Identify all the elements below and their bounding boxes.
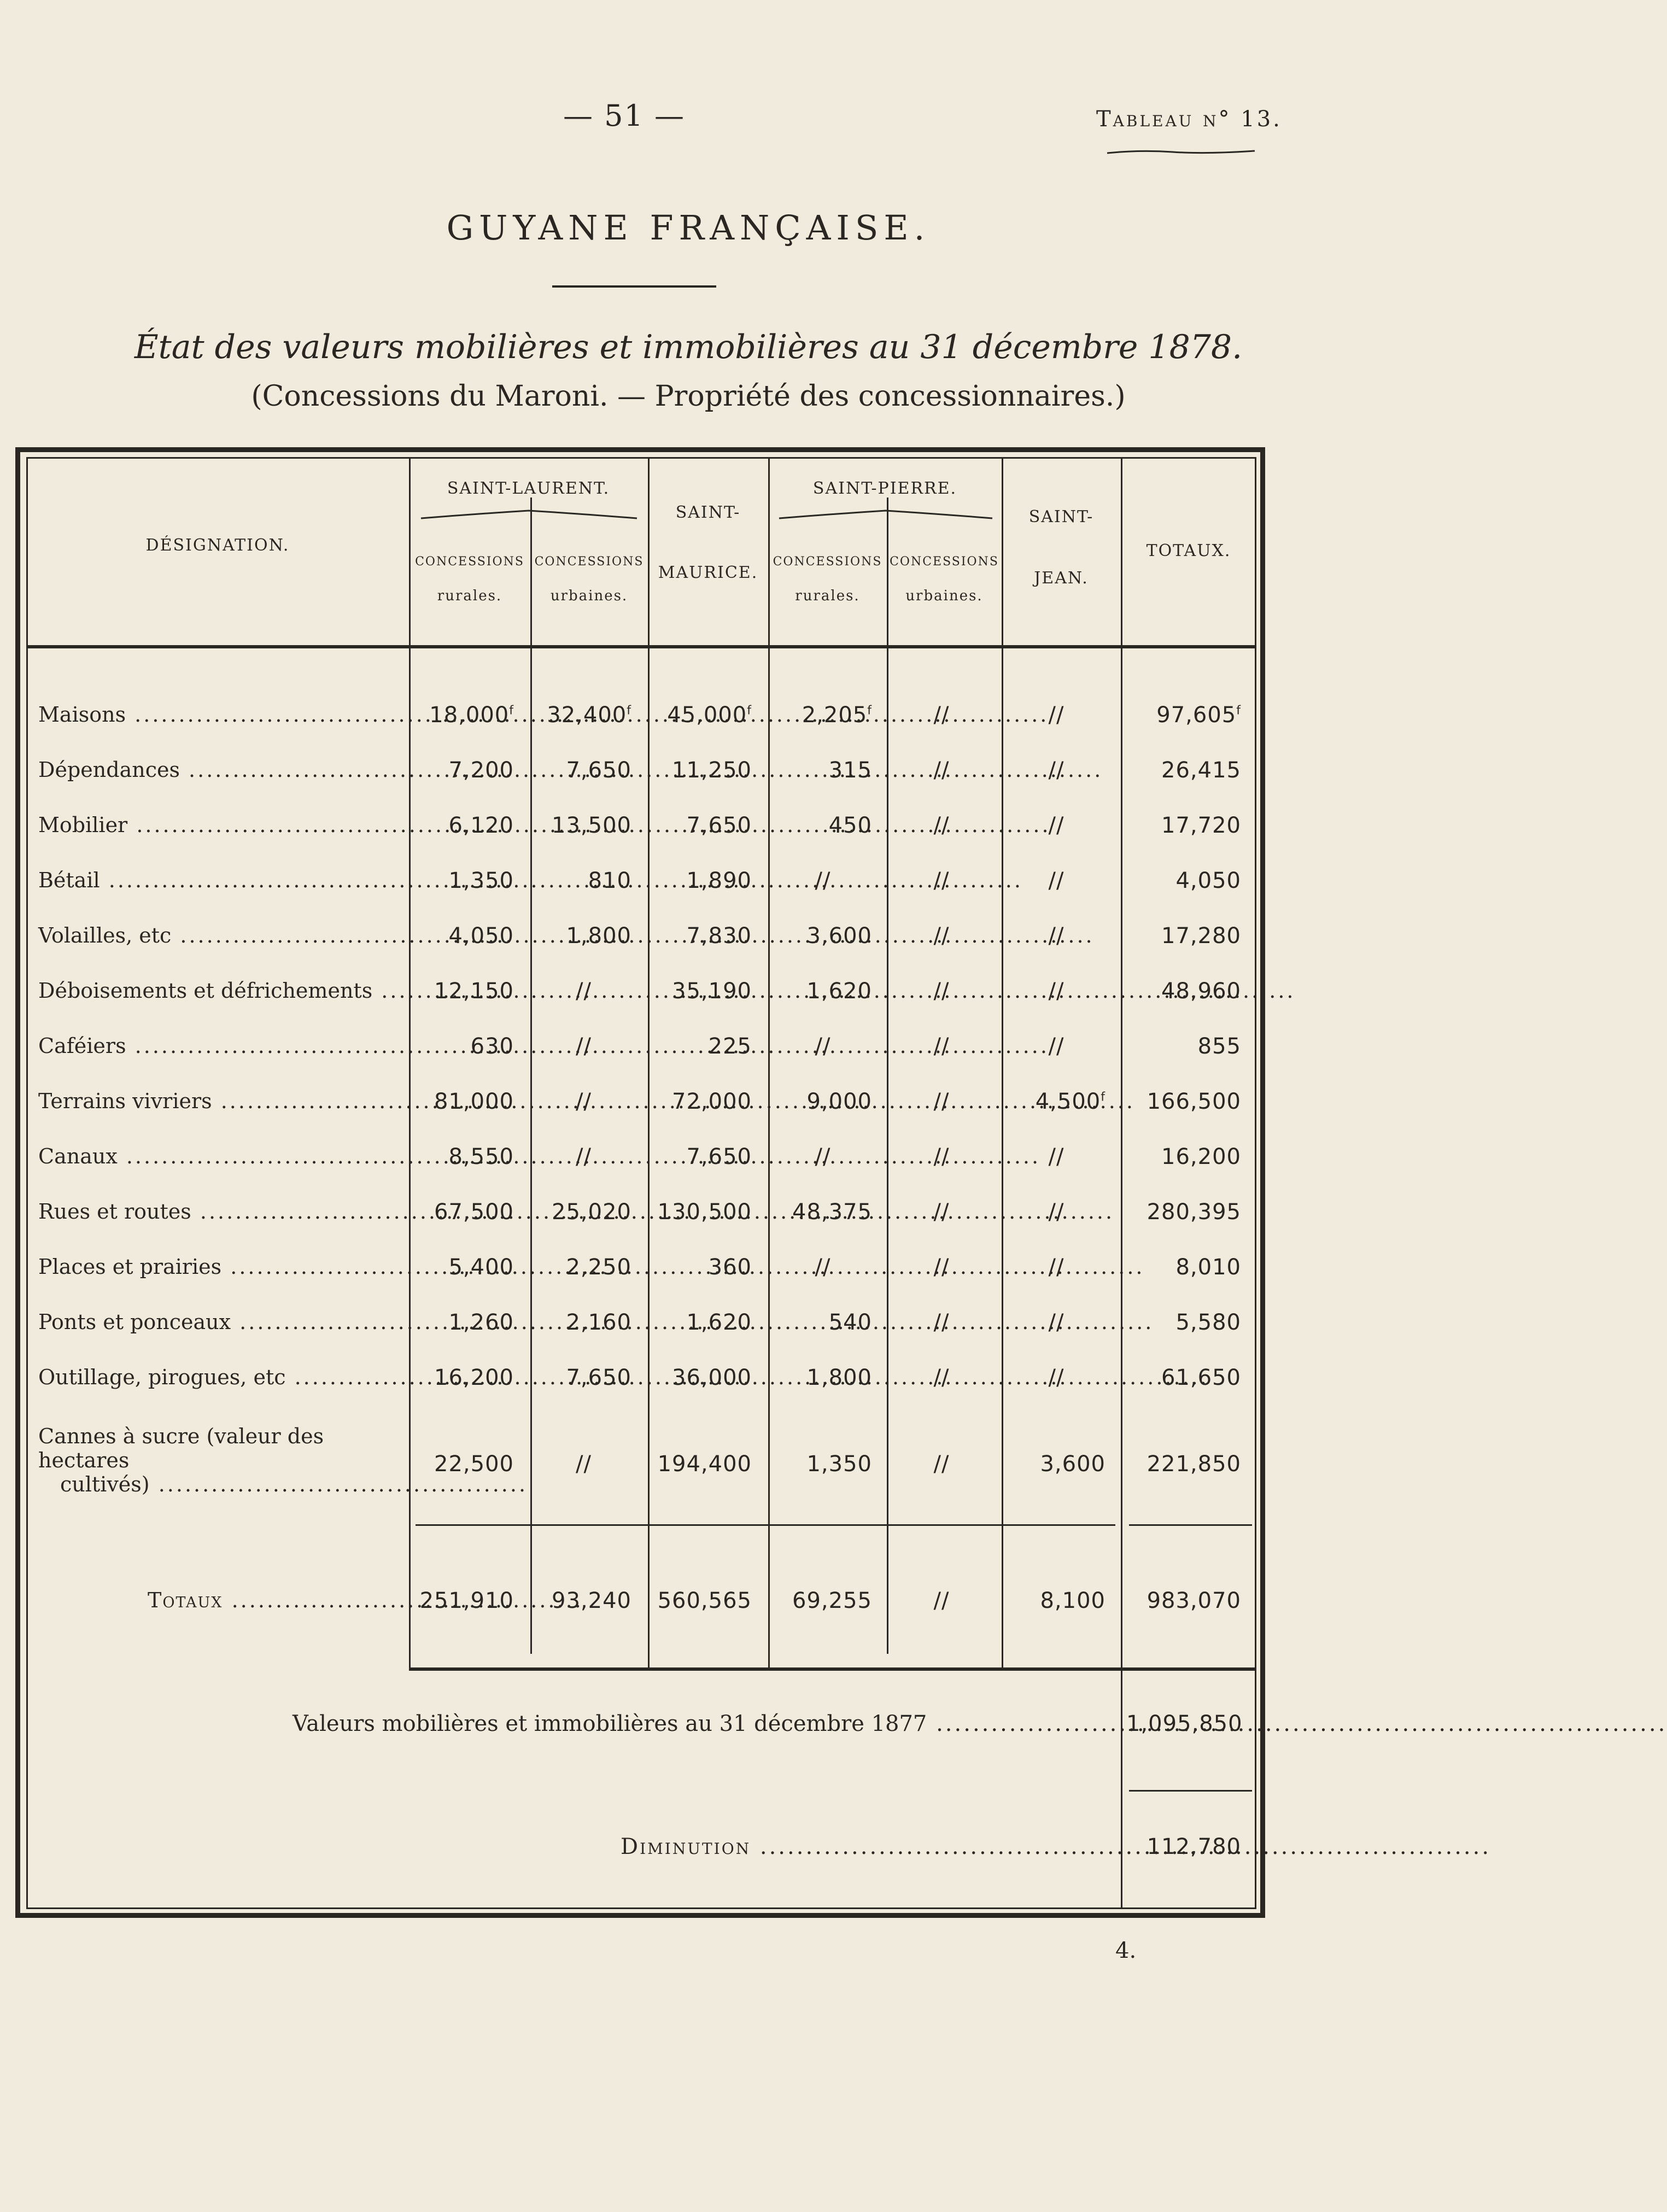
cell-sp-urbaines: // [933, 813, 950, 838]
cell-total: 17,720 [1161, 813, 1241, 838]
cell-sm: 130,500 [657, 1199, 752, 1225]
header-designation: DÉSIGNATION. [145, 536, 290, 555]
row-label: Caféiers ..... [38, 1034, 405, 1058]
cell-cannes-sl-rurales: 22,500 [434, 1452, 514, 1477]
header-saint-jean-2: JEAN. [1034, 569, 1089, 588]
cell-sp-rurales: 315 [828, 758, 872, 783]
cell-sl-rurales: 18,000$^f$ [429, 703, 514, 728]
cell-sj: 4,500$^f$ [1035, 1089, 1106, 1114]
cell-sp-rurales: 1,620 [806, 979, 872, 1004]
diminution-label [621, 1834, 1107, 1859]
cell-total: 166,500 [1147, 1089, 1241, 1114]
cell-sl-urbaines: // [576, 979, 592, 1004]
header-sl-urbaines: urbaines. [550, 588, 628, 604]
subtitle: État des valeurs mobilières et immobilières au 31 décembre 1878. [134, 328, 1243, 366]
cell-sj: // [1048, 1144, 1064, 1169]
col-divider [530, 498, 532, 1654]
row-label: Places et prairies ..... [38, 1255, 405, 1279]
cell-sp-rurales: 540 [828, 1310, 872, 1335]
cell-sj: // [1048, 758, 1064, 783]
row-label: Dépendances ..... [38, 758, 405, 782]
diminution-rule [1129, 1790, 1252, 1792]
cell-sp-urbaines: // [933, 1034, 950, 1059]
cell-sj: // [1048, 1255, 1064, 1280]
cell-sl-urbaines: 7,650 [566, 758, 631, 783]
cell-total-sp-urbaines: // [933, 1588, 950, 1613]
cell-sl-urbaines: 25,020 [552, 1199, 631, 1225]
cell-sl-rurales: 8,550 [448, 1144, 514, 1169]
cell-sl-urbaines: 7,650 [566, 1365, 631, 1390]
franc-mark: f [867, 704, 872, 718]
cell-sp-urbaines: // [933, 1089, 950, 1114]
franc-mark: f [1236, 704, 1241, 718]
cell-total-sj: 8,100 [1040, 1588, 1106, 1613]
cell-total-sl-rurales: 251,910 [419, 1588, 514, 1613]
cell-total-sp-rurales: 69,255 [792, 1588, 872, 1613]
row-label: Bétail ..... [38, 868, 405, 892]
cell-sp-rurales: 9,000 [806, 1089, 872, 1114]
cell-sp-rurales: 48,375 [792, 1199, 872, 1225]
cell-sj: // [1048, 923, 1064, 949]
header-bottom-rule [26, 645, 1256, 648]
cell-total-sl-urbaines: 93,240 [552, 1588, 631, 1613]
cell-cannes-sp-urbaines: // [933, 1452, 950, 1477]
cell-sl-urbaines: // [576, 1034, 592, 1059]
subtitle-concessions: (Concessions du Maroni. — Propriété des concessionnaires.) [251, 380, 1126, 413]
cell-sm: 7,650 [686, 813, 752, 838]
row-label: Terrains vivriers ..... [38, 1089, 405, 1113]
header-saint-maurice-2: MAURICE. [658, 563, 758, 582]
cell-sp-rurales: // [815, 1255, 831, 1280]
cell-sj: // [1048, 868, 1064, 893]
cell-cannes-sm: 194,400 [657, 1452, 752, 1477]
cell-cannes-sp-rurales: 1,350 [806, 1452, 872, 1477]
cell-cannes-sj: 3,600 [1040, 1452, 1106, 1477]
franc-mark: f [509, 704, 514, 718]
table-frame-inner [26, 457, 1256, 1909]
cell-sp-rurales: // [815, 868, 831, 893]
cell-sj: // [1048, 703, 1064, 728]
header-totaux: TOTAUX. [1146, 541, 1231, 560]
cell-sm: 35,190 [672, 979, 752, 1004]
cell-sl-rurales: 67,500 [434, 1199, 514, 1225]
totals-label: Totaux ..... [148, 1588, 405, 1612]
cell-sj: // [1048, 813, 1064, 838]
cell-sp-rurales: // [815, 1144, 831, 1169]
cell-sj: // [1048, 1310, 1064, 1335]
cell-total: 26,415 [1161, 758, 1241, 783]
header-sl-conc-urbaines: CONCESSIONS [534, 555, 644, 569]
row-label-cannes-line1: Cannes à sucre (valeur des hectares [38, 1424, 324, 1472]
cell-sp-rurales: 1,800 [806, 1365, 872, 1390]
header-saint-pierre: SAINT-PIERRE. [812, 479, 957, 498]
cell-sm: 1,890 [686, 868, 752, 893]
cell-sp-urbaines: // [933, 1144, 950, 1169]
cell-sl-rurales: 81,000 [434, 1089, 514, 1114]
prev-year-label-text: Valeurs mobilières et immobilières au 31 décembre 1877 [293, 1711, 927, 1736]
row-label-cannes-line2: cultivés) .......................................... [60, 1472, 528, 1496]
row-label: Volailles, etc ..... [38, 923, 405, 947]
cell-sp-urbaines: // [933, 868, 950, 893]
prev-year-value: 1,095,850 [1126, 1711, 1243, 1736]
cell-sl-urbaines: 2,250 [566, 1255, 631, 1280]
cell-sl-urbaines: 810 [588, 868, 631, 893]
cell-sl-rurales: 1,260 [448, 1310, 514, 1335]
sum-rule [416, 1524, 1115, 1526]
header-sp-rurales: rurales. [795, 588, 860, 604]
totals-bottom-rule [409, 1667, 1256, 1671]
main-title: GUYANE FRANÇAISE. [446, 208, 931, 248]
cell-sp-urbaines: // [933, 758, 950, 783]
cell-sl-rurales: 6,120 [448, 813, 514, 838]
header-sp-conc-rurales: CONCESSIONS [773, 555, 882, 569]
header-saint-maurice-1: SAINT- [675, 503, 741, 522]
col-divider [648, 457, 650, 1671]
cell-total: 855 [1197, 1034, 1241, 1059]
prev-year-label [293, 1711, 1107, 1736]
cell-total: 61,650 [1161, 1365, 1241, 1390]
cell-sp-rurales: 3,600 [806, 923, 872, 949]
cell-sm: 225 [708, 1034, 752, 1059]
swash-ornament [1107, 149, 1255, 155]
cell-total: 8,010 [1175, 1255, 1241, 1280]
cell-sp-urbaines: // [933, 1365, 950, 1390]
title-rule [552, 285, 716, 288]
cell-total-sm: 560,565 [657, 1588, 752, 1613]
row-label: Rues et routes ..... [38, 1199, 405, 1224]
cell-sl-rurales: 4,050 [448, 923, 514, 949]
cell-cannes-total: 221,850 [1147, 1452, 1241, 1477]
cell-sj: // [1048, 979, 1064, 1004]
cell-sl-rurales: 1,350 [448, 868, 514, 893]
cell-sp-rurales: // [815, 1034, 831, 1059]
cell-sm: 7,650 [686, 1144, 752, 1169]
cell-sp-urbaines: // [933, 979, 950, 1004]
cell-sm: 7,830 [686, 923, 752, 949]
cell-total-grand: 983,070 [1147, 1588, 1241, 1613]
cell-sp-urbaines: // [933, 1199, 950, 1225]
header-sl-rurales: rurales. [437, 588, 502, 604]
brace-saint-pierre [779, 508, 992, 520]
row-label-cannes-line2-text: cultivés) [60, 1472, 150, 1496]
cell-sj: // [1048, 1034, 1064, 1059]
cell-cannes-sl-urbaines: // [576, 1452, 592, 1477]
cell-total: 97,605$^f$ [1156, 703, 1241, 728]
cell-sl-rurales: 12,150 [434, 979, 514, 1004]
franc-mark: f [1101, 1090, 1106, 1104]
row-label: Déboisements et défrichements ..... [38, 979, 405, 1003]
cell-sl-urbaines: 32,400$^f$ [547, 703, 631, 728]
header-sl-conc-rurales: CONCESSIONS [415, 555, 524, 569]
franc-mark: f [627, 704, 631, 718]
cell-sl-rurales: 5,400 [448, 1255, 514, 1280]
cell-sp-rurales: 450 [828, 813, 872, 838]
row-label: Canaux ..... [38, 1144, 405, 1168]
row-label: Mobilier ..... [38, 813, 405, 837]
cell-sl-rurales: 630 [470, 1034, 514, 1059]
diminution-label-text: Diminution [621, 1834, 751, 1859]
cell-total: 48,960 [1161, 979, 1241, 1004]
col-divider [768, 457, 770, 1671]
header-sp-conc-urbaines: CONCESSIONS [890, 555, 999, 569]
cell-sl-urbaines: 2,160 [566, 1310, 631, 1335]
cell-sl-rurales: 16,200 [434, 1365, 514, 1390]
cell-sp-urbaines: // [933, 1255, 950, 1280]
cell-sm: 72,000 [672, 1089, 752, 1114]
header-saint-jean-1: SAINT- [1028, 507, 1094, 526]
cell-sl-urbaines: 13,500 [552, 813, 631, 838]
cell-sp-urbaines: // [933, 703, 950, 728]
cell-sp-urbaines: // [933, 923, 950, 949]
cell-sm: 11,250 [672, 758, 752, 783]
cell-sj: // [1048, 1199, 1064, 1225]
cell-sl-urbaines: 1,800 [566, 923, 631, 949]
row-label: Outillage, pirogues, etc ..... [38, 1365, 405, 1389]
cell-sp-rurales: 2,205$^f$ [802, 703, 872, 728]
cell-total: 5,580 [1175, 1310, 1241, 1335]
cell-sp-urbaines: // [933, 1310, 950, 1335]
cell-total: 4,050 [1175, 868, 1241, 893]
cell-total: 280,395 [1147, 1199, 1241, 1225]
row-label: Ponts et ponceaux ..... [38, 1310, 405, 1334]
header-saint-laurent: SAINT-LAURENT. [447, 479, 610, 498]
col-divider [1002, 457, 1003, 1671]
cell-sj: // [1048, 1365, 1064, 1390]
diminution-value: 112,780 [1147, 1834, 1241, 1859]
header-sp-urbaines: urbaines. [905, 588, 983, 604]
col-divider [887, 498, 888, 1654]
cell-sm: 45,000$^f$ [667, 703, 752, 728]
cell-sl-rurales: 7,200 [448, 758, 514, 783]
cell-sm: 360 [708, 1255, 752, 1280]
brace-saint-laurent [421, 508, 637, 520]
cell-sm: 1,620 [686, 1310, 752, 1335]
sum-rule-totals [1129, 1524, 1252, 1526]
page-number: — 51 — [563, 98, 686, 133]
cell-sl-urbaines: // [576, 1144, 592, 1169]
tableau-label: Tableau n° 13. [1096, 107, 1282, 132]
cell-sm: 36,000 [672, 1365, 752, 1390]
page-footnote: 4. [1115, 1938, 1137, 1963]
row-label: Maisons ..... [38, 703, 405, 727]
cell-sl-urbaines: // [576, 1089, 592, 1114]
cell-total: 17,280 [1161, 923, 1241, 949]
col-divider-totals [1121, 457, 1122, 1909]
cell-total: 16,200 [1161, 1144, 1241, 1169]
franc-mark: f [747, 704, 752, 718]
